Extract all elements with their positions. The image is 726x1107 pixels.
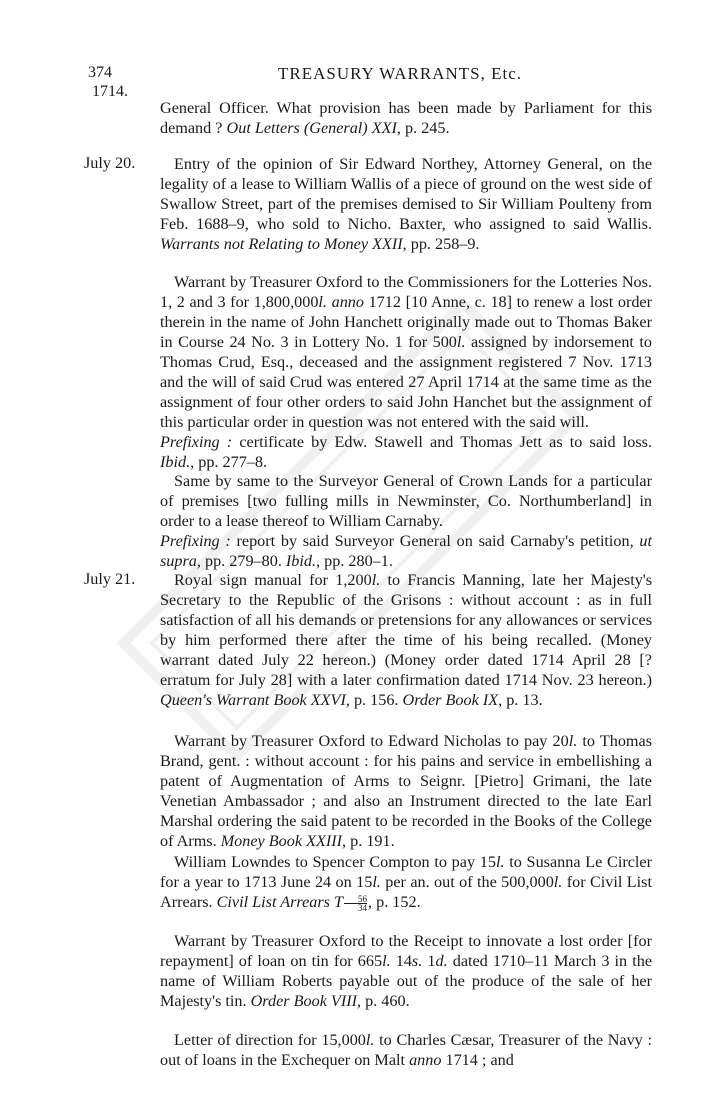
entry-thomas-brand: Warrant by Treasurer Oxford to Edward Nicholas to pay 20l. to Thomas Brand, gent. : without account : for his pains and service in embellishing a patent of Augmentation of Arms to Seignr. [Pietro] Grimani, the late Venetian Ambassador ; and also an Instrument directed to the late Earl Marshal ordering the said patent to be recorded in the Books of the College of Arms. Money Book XXIII, p. 191. [160,732,652,850]
margin-year: 1714. [92,83,128,100]
fraction-reference: $\frac{56}{34}$ [344,895,367,912]
date-july-21: July 21. [84,570,136,588]
entry-francis-manning: Royal sign manual for 1,200l. to Francis Manning, late her Majesty's Secretary to the Republic of the Grisons : without account : as in full satisfaction of all his demands or pretensions for any allowances or services by him performed there after the time of his being recalled. (Money warrant dated July 22 hereon.) (Money order dated 1714 April 28 [? erratum for July 28] with a later confirmation dated 1714 Nov. 23 hereon.) Queen's Warrant Book XXVI, p. 156. Order Book IX, p. 13. [160,571,652,709]
entry-susanna-le-circler: William Lowndes to Spencer Compton to pay 15l. to Susanna Le Circler for a year to 1713 June 24 on 15l. per an. out of the 500,000l. for Civil List Arrears. Civil List Arrears T $\frac{56}{34}$ , p. 152. [160,853,652,913]
entry-northey-opinion: Entry of the opinion of Sir Edward Northey, Attorney General, on the legality of a lease to William Wallis of a piece of ground on the west side of Swallow Street, part of the premises demised to Sir William Poulteny from Feb. 1688–9, who sold to Nicho. Baxter, who assigned to said Wallis. Warrants not Relating to Money XXII, pp. 258–9. [160,155,652,253]
entry-continued: General Officer. What provision has been made by Parliament for this demand ? Out Letters (General) XXI, p. 245. [160,99,652,137]
entry-crown-lands: Same by same to the Surveyor General of Crown Lands for a particular of premises [two fulling mills in Newminster, Co. Northumberland] in order to a lease thereof to William Carnaby. Prefixing : report by said Surveyor General on said Carnaby's petition, ut supra, pp. 279–80. Ibid., pp. 280–1. [160,472,652,570]
entry-william-roberts: Warrant by Treasurer Oxford to the Receipt to innovate a lost order [for repayment] of loan on tin for 665l. 14s. 1d. dated 1710–11 March 3 in the name of William Roberts payable out of the produce of the sale of her Majesty's tin. Order Book VIII, p. 460. [160,932,653,1010]
entry-charles-caesar: Letter of direction for 15,000l. to Charles Cæsar, Treasurer of the Navy : out of loans in the Exchequer on Malt anno 1714 ; and [160,1031,652,1069]
entry-lottery-warrant: Warrant by Treasurer Oxford to the Commissioners for the Lotteries Nos. 1, 2 and 3 for 1,800,000l. anno 1712 [10 Anne, c. 18] to renew a lost order therein in the name of John Hanchett originally made out to Thomas Baker in Course 24 No. 3 in Lottery No. 1 for 500l. assigned by indorsement to Thomas Crud, Esq., deceased and the assignment registered 7 Nov. 1713 and the will of said Crud was entered 27 April 1714 at the same time as the assignment of four other orders to said John Hanchet but the assignment of this particular order in question was not entered with the said will. Prefixing : certificate by Edw. Stawell and Thomas Jett as to said loss. Ibid., pp. 277–8. [160,273,653,471]
running-title: TREASURY WARRANTS, Etc. [277,64,523,83]
page-number: 374 [88,64,112,81]
date-july-20: July 20. [84,154,136,172]
